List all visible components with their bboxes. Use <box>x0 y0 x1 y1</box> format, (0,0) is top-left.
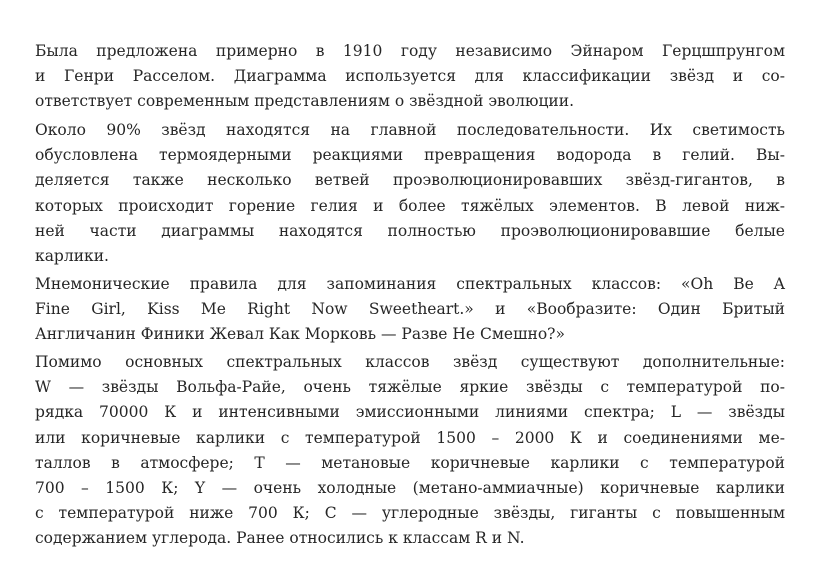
text-line: обусловлена термоядерными реакциями превращения водорода в гелий. Вы- <box>35 146 785 165</box>
text-line: Около 90% звёзд находятся на главной последовательности. Их светимость <box>35 121 785 139</box>
text-line: которых происходит горение гелия и более тяжёлых элементов. В левой ниж- <box>35 196 785 215</box>
text-line: Fine Girl, Kiss Me Right Now Sweetheart.» и «Вообразите: Один Бритый <box>35 300 785 319</box>
text-line: таллов в атмосфере; T — метановые коричневые карлики с температурой <box>35 453 785 472</box>
paragraph-additional-classes <box>35 350 785 552</box>
text-line: содержанием углерода. Ранее относились к классам R и N. <box>35 529 525 548</box>
text-line: 700 – 1500 К; Y — очень холодные (метано-аммиачные) коричневые карлики <box>35 478 785 497</box>
text-line: рядка 70000 К и интенсивными эмиссионными линиями спектра; L — звёзды <box>35 403 785 422</box>
text-line: W — звёзды Вольфа-Райе, очень тяжёлые яркие звёзды с температурой по- <box>35 378 785 397</box>
text-line: или коричневые карлики с температурой 1500 – 2000 К и соединениями ме- <box>35 428 785 447</box>
text-line: Мнемонические правила для запоминания спектральных классов: «Oh Be A <box>35 275 785 293</box>
text-line: карлики. <box>35 246 109 265</box>
paragraph-main-sequence <box>35 118 785 269</box>
text-line: деляется также несколько ветвей проэволюционировавших звёзд-гигантов, в <box>35 171 785 190</box>
text-line: Помимо основных спектральных классов звёзд существуют дополнительные: <box>35 353 785 371</box>
text-line: Англичанин Финики Жевал Как Морковь — Разве Не Смешно?» <box>35 325 565 344</box>
text-line: ней части диаграммы находятся полностью проэволюционировавшие белые <box>35 221 785 240</box>
paragraph-mnemonics <box>35 272 785 348</box>
text-line: ответствует современным представлениям о звёздной эволюции. <box>35 92 575 111</box>
text-line: и Генри Расселом. Диаграмма используется для классификации звёзд и со- <box>35 67 785 86</box>
text-line: с температурой ниже 700 К; C — углеродные звёзды, гиганты с повышенным <box>35 504 785 523</box>
text-line: Была предложена примерно в 1910 году независимо Эйнаром Герцшпрунгом <box>35 42 785 60</box>
paragraph-history <box>35 39 785 115</box>
